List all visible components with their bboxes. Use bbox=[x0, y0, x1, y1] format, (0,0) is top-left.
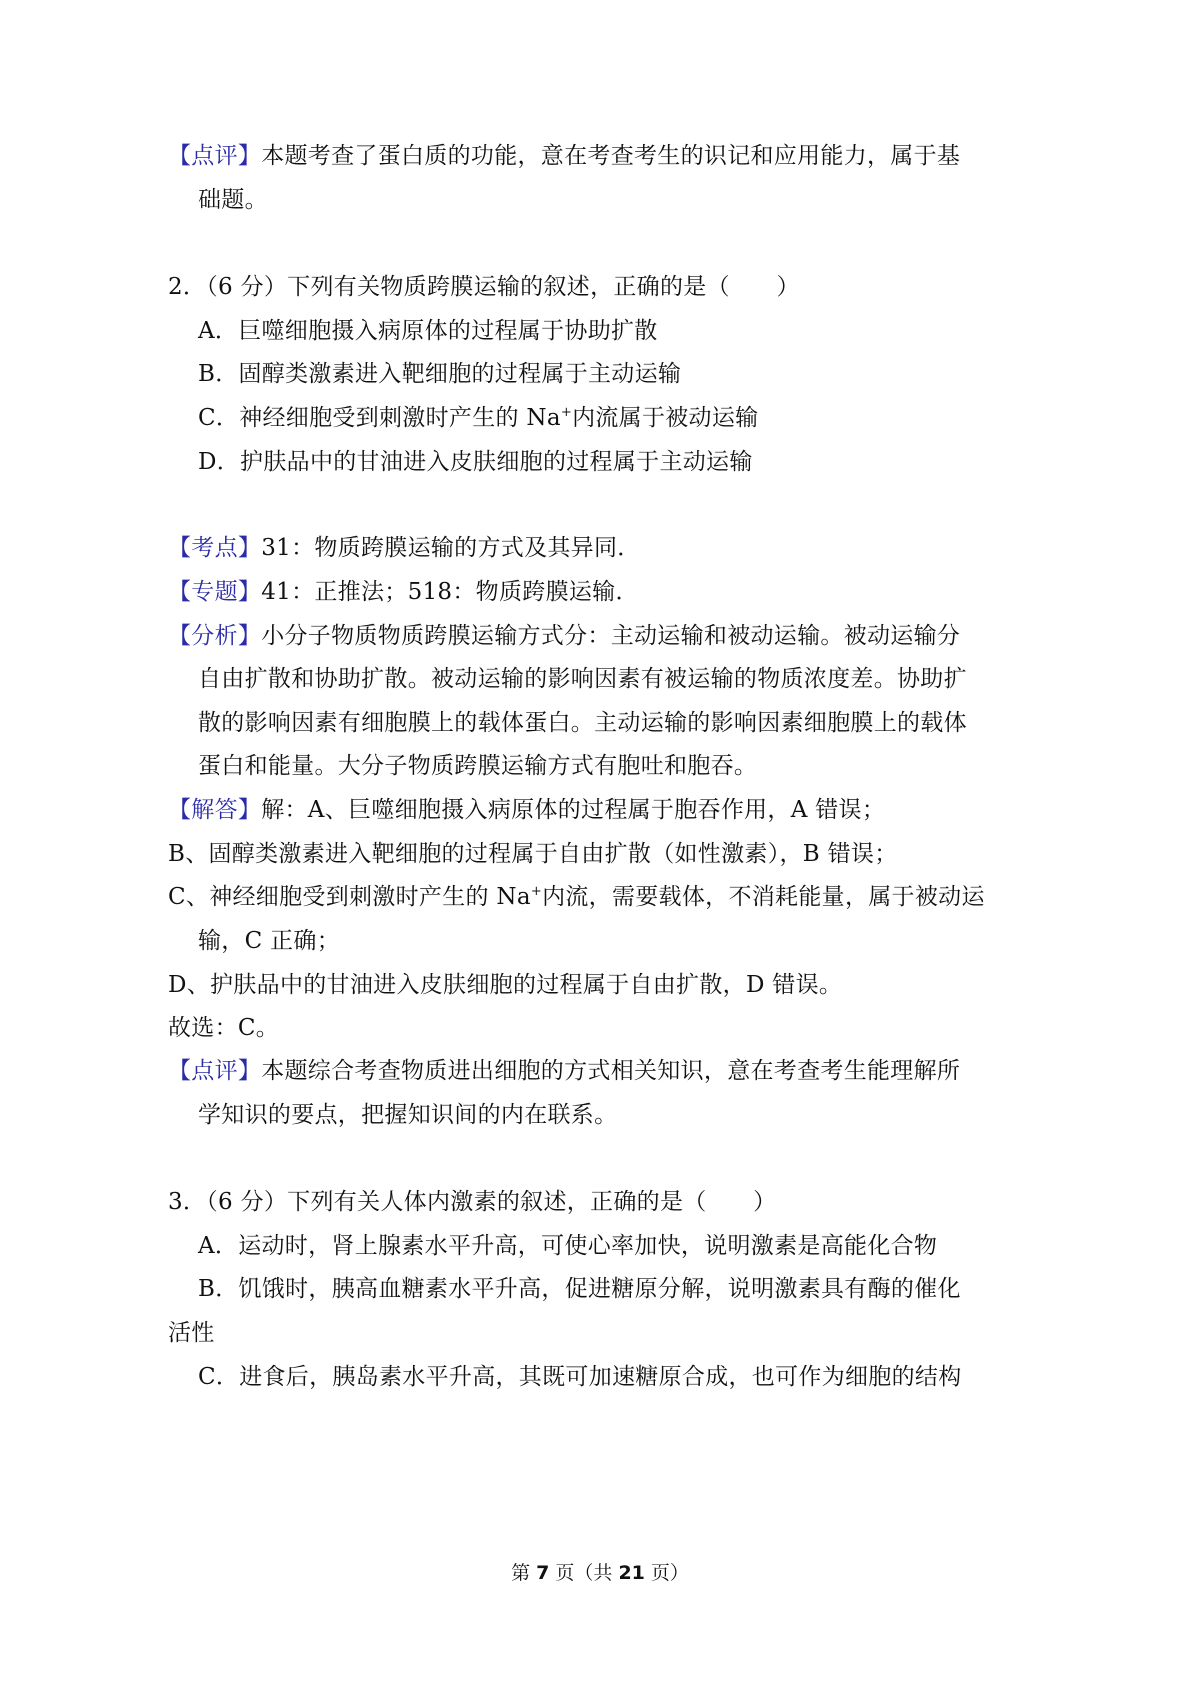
fenxi-text-2: 自由扩散和协助扩散。被动运输的影响因素有被运输的物质浓度差。协助扩 bbox=[198, 666, 967, 692]
jieda-text: 解：A、巨噬细胞摄入病原体的过程属于胞吞作用，A 错误； bbox=[261, 797, 886, 823]
zhuanti-tag: 【专题】 bbox=[168, 579, 262, 605]
total-page-number: 21 bbox=[618, 1562, 645, 1584]
jieda-tag: 【解答】 bbox=[168, 797, 262, 823]
review-text: 本题考查了蛋白质的功能，意在考查考生的识记和应用能力，属于基 bbox=[261, 143, 961, 169]
question-3-option-a: A．运动时，肾上腺素水平升高，可使心率加快，说明激素是高能化合物 bbox=[198, 1233, 938, 1259]
question-2-option-d: D．护肤品中的甘油进入皮肤细胞的过程属于主动运输 bbox=[198, 449, 753, 475]
zhuanti-line bbox=[168, 577, 639, 607]
zhuanti-text: 41：正推法；518：物质跨膜运输． bbox=[261, 579, 639, 605]
jieda-text-2: B、固醇类激素进入靶细胞的过程属于自由扩散（如性激素），B 错误； bbox=[168, 841, 898, 867]
jieda-text-3-start: C、神经细胞受到刺激时产生的 Na bbox=[168, 884, 531, 910]
jieda-text-5: D、护肤品中的甘油进入皮肤细胞的过程属于自由扩散，D 错误。 bbox=[168, 972, 843, 998]
fenxi-text-4: 蛋白和能量。大分子物质跨膜运输方式有胞吐和胞吞。 bbox=[198, 753, 758, 779]
page-footer bbox=[0, 1560, 1200, 1586]
kaodian-text: 31：物质跨膜运输的方式及其异同． bbox=[261, 535, 641, 561]
option-c-text-end: 内流属于被动运输 bbox=[572, 405, 759, 431]
fenxi-text-3: 散的影响因素有细胞膜上的载体蛋白。主动运输的影响因素细胞膜上的载体 bbox=[198, 710, 967, 736]
question-2-stem: 2．（6 分）下列有关物质跨膜运输的叙述，正确的是（ ） bbox=[168, 274, 800, 300]
question-2-option-c bbox=[198, 403, 758, 433]
fenxi-line bbox=[168, 621, 960, 651]
question-3-option-b-continued: 活性 bbox=[168, 1320, 215, 1346]
fenxi-tag: 【分析】 bbox=[168, 623, 262, 649]
review-2-tag: 【点评】 bbox=[168, 1058, 262, 1084]
footer-prefix: 第 bbox=[511, 1562, 537, 1584]
jieda-text-3 bbox=[168, 882, 985, 912]
review-2-text: 本题综合考查物质进出细胞的方式相关知识，意在考查考生能理解所 bbox=[261, 1058, 961, 1084]
review-2-text-continued: 学知识的要点，把握知识间的内在联系。 bbox=[198, 1102, 618, 1128]
review-paragraph bbox=[168, 141, 960, 171]
kaodian-line bbox=[168, 533, 641, 563]
jieda-text-4: 输，C 正确； bbox=[198, 928, 341, 954]
superscript-plus: + bbox=[530, 884, 543, 899]
footer-middle: 页（共 bbox=[549, 1562, 619, 1584]
jieda-line bbox=[168, 795, 885, 825]
question-2-option-b: B．固醇类激素进入靶细胞的过程属于主动运输 bbox=[198, 361, 682, 387]
question-3-stem: 3．（6 分）下列有关人体内激素的叙述，正确的是（ ） bbox=[168, 1189, 777, 1215]
answer-line: 故选：C。 bbox=[168, 1015, 280, 1041]
question-2-option-a: A．巨噬细胞摄入病原体的过程属于协助扩散 bbox=[198, 318, 658, 344]
review-text-continued: 础题。 bbox=[198, 187, 268, 213]
current-page-number: 7 bbox=[536, 1562, 550, 1584]
footer-suffix: 页） bbox=[644, 1562, 689, 1584]
question-3-option-b: B．饥饿时，胰高血糖素水平升高，促进糖原分解，说明激素具有酶的催化 bbox=[198, 1276, 961, 1302]
superscript-plus: + bbox=[560, 405, 573, 420]
kaodian-tag: 【考点】 bbox=[168, 535, 262, 561]
jieda-text-3-end: 内流，需要载体，不消耗能量，属于被动运 bbox=[542, 884, 985, 910]
option-c-text: C．神经细胞受到刺激时产生的 Na bbox=[198, 405, 561, 431]
question-3-option-c: C．进食后，胰岛素水平升高，其既可加速糖原合成，也可作为细胞的结构 bbox=[198, 1364, 962, 1390]
review-tag: 【点评】 bbox=[168, 143, 262, 169]
review-2-line bbox=[168, 1056, 960, 1086]
fenxi-text: 小分子物质物质跨膜运输方式分：主动运输和被动运输。被动运输分 bbox=[261, 623, 961, 649]
